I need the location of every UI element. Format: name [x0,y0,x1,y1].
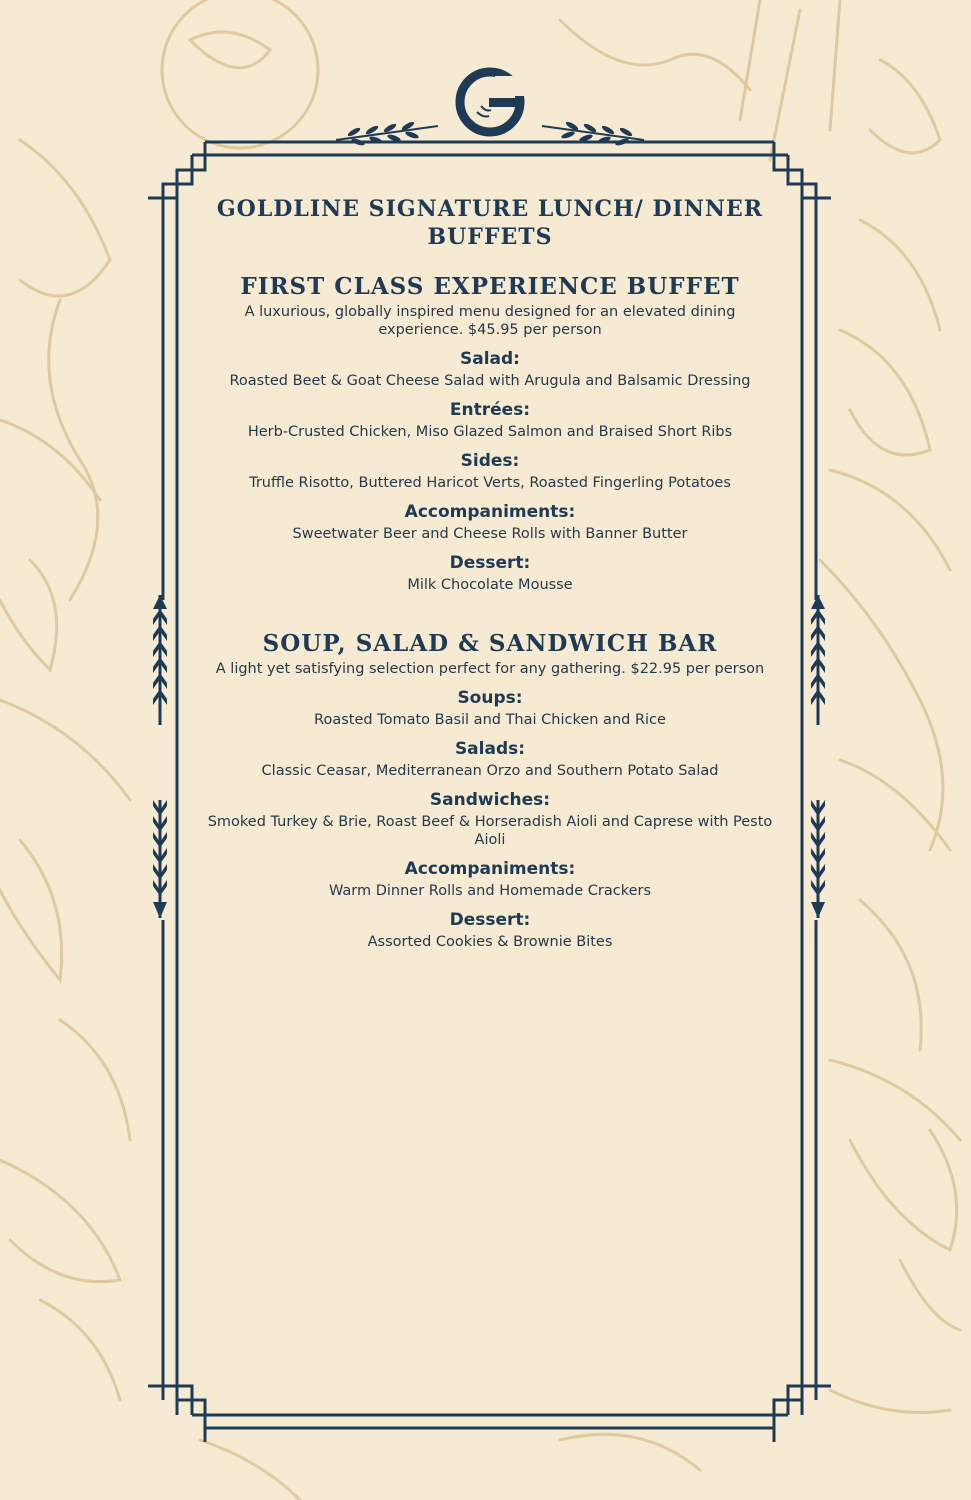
course-items: Sweetwater Beer and Cheese Rolls with Banner Butter [292,526,688,542]
laurel-right-icon [540,120,646,148]
course-sandwiches [205,789,775,849]
course-salads [205,738,775,780]
course-items: Milk Chocolate Mousse [407,577,573,593]
buffet-section-soup-salad-sandwich [205,630,775,951]
section-intro: A luxurious, globally inspired menu designed for an elevated dining experience. $45.95 per person [244,304,736,338]
course-title: Dessert: [449,910,531,930]
course-salad [205,348,775,390]
course-sides [205,450,775,492]
course-accompaniments [205,501,775,543]
section-intro: A light yet satisfying selection perfect for any gathering. $22.95 per person [215,661,765,677]
goldline-g-logo-icon [455,66,525,138]
course-title: Sandwiches: [429,790,551,810]
laurel-left-icon [334,120,440,148]
menu-content [205,195,775,951]
course-dessert [205,909,775,951]
course-soups [205,687,775,729]
course-accompaniments [205,858,775,900]
course-title: Sides: [460,451,520,471]
course-title: Soups: [457,688,523,708]
section-title: SOUP, SALAD & SANDWICH BAR [262,630,718,657]
course-items: Roasted Tomato Basil and Thai Chicken and Rice [314,712,666,728]
course-items: Herb-Crusted Chicken, Miso Glazed Salmon and Braised Short Ribs [247,424,733,440]
course-dessert [205,552,775,594]
course-items: Warm Dinner Rolls and Homemade Crackers [328,883,652,899]
course-title: Entrées: [449,400,531,420]
course-items: Classic Ceasar, Mediterranean Orzo and Southern Potato Salad [261,763,719,779]
course-items: Truffle Risotto, Buttered Haricot Verts, Roasted Fingerling Potatoes [249,475,731,491]
course-entrees [205,399,775,441]
course-title: Salad: [460,349,520,369]
course-items: Assorted Cookies & Brownie Bites [367,934,613,950]
course-title: Accompaniments: [404,502,576,522]
course-title: Dessert: [449,553,531,573]
buffet-section-first-class [205,273,775,594]
section-title: FIRST CLASS EXPERIENCE BUFFET [240,273,740,300]
course-items: Roasted Beet & Goat Cheese Salad with Arugula and Balsamic Dressing [229,373,751,389]
course-title: Accompaniments: [404,859,576,879]
menu-title: GOLDLINE SIGNATURE LUNCH/ DINNER BUFFETS [216,196,764,250]
course-items: Smoked Turkey & Brie, Roast Beef & Horseradish Aioli and Caprese with Pesto Aioli [207,814,773,848]
course-title: Salads: [454,739,526,759]
